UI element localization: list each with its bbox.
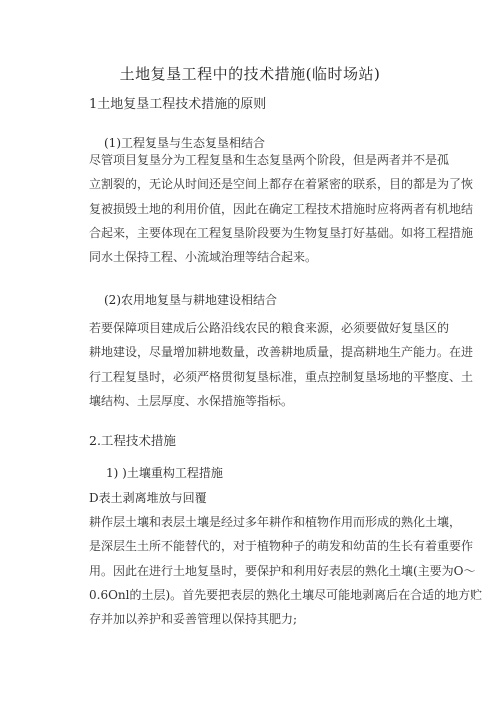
paragraph-line: 0.6Onl的土层)。首先要把表层的熟化土壤尽可能地剥离后在合适的地方贮 — [89, 587, 483, 602]
section-1-heading: 1土地复垦工程技术措施的原则 — [89, 97, 267, 112]
paragraph-line: 尽管项目复垦分为工程复垦和生态复垦两个阶段，但是两者并不是孤 — [89, 153, 450, 167]
paragraph-line: 耕地建设，尽量增加耕地数量，改善耕地质量，提高耕地生产能力。在进 — [89, 345, 474, 360]
paragraph-line: 存并加以养护和妥善管理以保持其肥力; — [89, 612, 298, 627]
section-2-heading: 2.工程技术措施 — [89, 433, 176, 448]
paragraph-line: 合起来，主要体现在工程复垦阶段要为生物复垦打好基础。如将工程措施 — [89, 225, 474, 240]
paragraph-line: 立割裂的，无论从时间还是空间上都存在着紧密的联系，目的都是为了恢 — [89, 177, 474, 192]
section-1-sub-2-paragraph — [89, 316, 474, 413]
paragraph-line: 耕作层土壤和表层土壤是经过多年耕作和植物作用而形成的熟化土壤， — [89, 515, 462, 529]
paragraph-line: 同水土保持工程、小流域治理等结合起来。 — [89, 250, 318, 265]
section-2-sub-1-heading: 1) )土壤重构工程措施 — [106, 466, 223, 480]
document-title: 土地复垦工程中的技术措施(临时场站) — [119, 65, 381, 83]
paragraph-line: 壤结构、土层厚度、水保措施等指标。 — [89, 393, 294, 408]
paragraph-line: 若要保障项目建成后公路沿线农民的粮食来源，必须要做好复垦区的 — [89, 321, 450, 335]
section-1-sub-1-heading: (1)工程复垦与生态复垦相结合 — [104, 136, 265, 150]
paragraph-line: 行工程复垦时，必须严格贯彻复垦标准，重点控制复垦场地的平整度、土 — [89, 369, 474, 384]
section-1-sub-1-paragraph — [89, 148, 474, 269]
paragraph-line: 复被损毁土地的利用价值，因此在确定工程技术措施时应将两者有机地结 — [89, 201, 474, 216]
section-1-sub-2-heading: (2)农用地复垦与耕地建设相结合 — [104, 293, 277, 307]
section-2-sub-2-heading: D表土剥离堆放与回覆 — [89, 491, 207, 505]
paragraph-line: 用。因此在进行土地复垦时，要保护和利用好表层的熟化土壤(主要为O〜 — [89, 563, 476, 578]
paragraph-line: 是深层生土所不能替代的，对于植物种子的萌发和幼苗的生长有着重要作 — [89, 539, 474, 554]
section-2-paragraph — [89, 510, 483, 631]
